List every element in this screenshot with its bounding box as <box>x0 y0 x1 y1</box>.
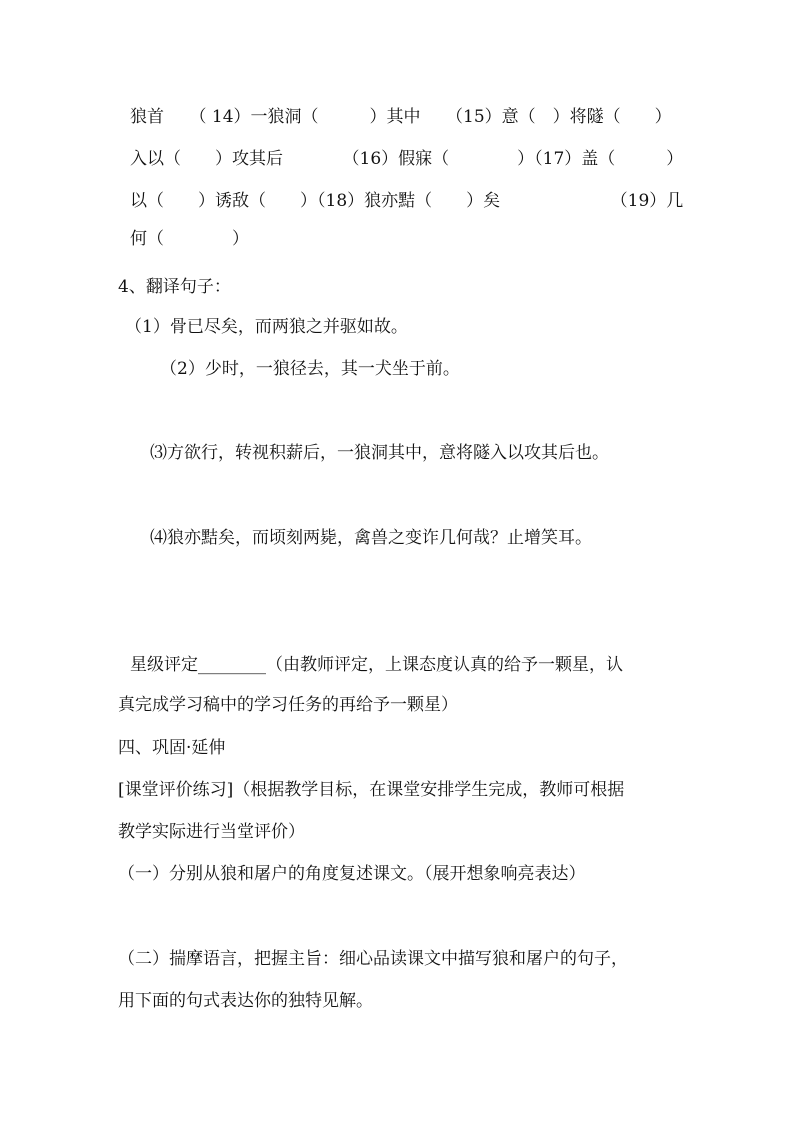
translate-sentence-2: （2）少时，一狼径去，其一犬坐于前。 <box>160 359 460 379</box>
section-heading-translate: 4、翻译句子： <box>118 277 231 297</box>
translate-sentence-4: ⑷狼亦黠矣，而顷刻两毙，禽兽之变诈几何哉？止增笑耳。 <box>150 528 592 548</box>
exercise-2-line-2: 用下面的句式表达你的独特见解。 <box>118 991 373 1011</box>
evaluation-intro-line-2: 教学实际进行当堂评价） <box>118 822 305 842</box>
star-rating-line-2: 真完成学习稿中的学习任务的再给予一颗星） <box>118 695 458 715</box>
vocab-line-4: 何（ ） <box>130 229 249 249</box>
exercise-2-line-1: （二）揣摩语言，把握主旨：细心品读课文中描写狼和屠户的句子， <box>118 949 628 969</box>
translate-sentence-3: ⑶方欲行，转视积薪后，一狼洞其中，意将隧入以攻其后也。 <box>150 443 609 463</box>
vocab-line-2: 入以（ ）攻其后 （16）假寐（ ）（17）盖（ ） <box>130 149 684 169</box>
exercise-1: （一）分别从狼和屠户的角度复述课文。（展开想象响亮表达） <box>118 864 586 884</box>
vocab-line-1: 狼首 （ 14）一狼洞（ ）其中 （15）意（ ）将隧（ ） <box>130 107 672 127</box>
star-rating-line-1: 星级评定________（由教师评定，上课态度认真的给予一颗星，认 <box>130 655 623 675</box>
translate-sentence-1: （1）骨已尽矣，而两狼之并驱如故。 <box>125 317 408 337</box>
vocab-line-3: 以（ ）诱敌（ ）（18）狼亦黠（ ）矣 （19）几 <box>130 191 684 211</box>
section-heading-consolidate: 四、巩固·延伸 <box>118 738 226 758</box>
evaluation-intro-line-1: [课堂评价练习]（根据教学目标，在课堂安排学生完成，教师可根据 <box>118 780 625 800</box>
